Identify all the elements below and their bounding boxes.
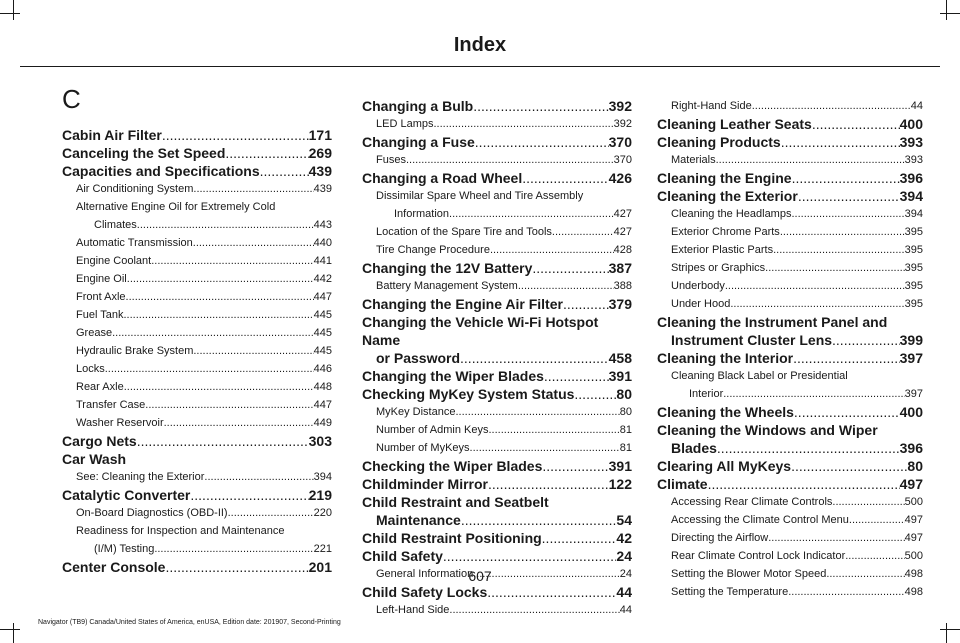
index-subentry-wrap: Alternative Engine Oil for Extremely Cold (76, 201, 276, 213)
index-subentry[interactable]: Fuses ..... 370 (362, 151, 632, 169)
index-subentry[interactable]: Front Axle ..... 447 (62, 288, 332, 306)
index-subentry[interactable]: Tire Change Procedure ..... 428 (362, 241, 632, 259)
index-entry-heading: Cleaning the Instrument Panel and (657, 314, 888, 330)
index-entry[interactable]: Child Restraint Positioning ..... 42 (362, 529, 632, 547)
index-column-1 (62, 126, 332, 576)
index-subentry[interactable]: Stripes or Graphics ..... 395 (657, 259, 923, 277)
index-entry[interactable]: Center Console ..... 201 (62, 558, 332, 576)
index-subentry[interactable]: Engine Coolant ..... 441 (62, 252, 332, 270)
index-subentry[interactable]: LED Lamps ..... 392 (362, 115, 632, 133)
index-subentry[interactable]: Number of Admin Keys ..... 81 (362, 421, 632, 439)
index-entry[interactable]: Clearing All MyKeys ..... 80 (657, 457, 923, 475)
index-subentry[interactable]: Grease ..... 445 (62, 324, 332, 342)
index-subentry[interactable]: Underbody ..... 395 (657, 277, 923, 295)
index-entry[interactable]: Cleaning the Interior ..... 397 (657, 349, 923, 367)
index-entry[interactable]: Child Safety Locks ..... 44 (362, 583, 632, 601)
index-subentry[interactable]: Under Hood ..... 395 (657, 295, 923, 313)
index-entry-heading: Child Restraint and Seatbelt (362, 494, 549, 510)
index-entry-heading: Changing the Vehicle Wi-Fi Hotspot Name (362, 314, 599, 348)
index-subentry[interactable]: Locks ..... 446 (62, 360, 332, 378)
index-subentry[interactable]: Accessing the Climate Control Menu ..... 497 (657, 511, 923, 529)
index-subentry[interactable]: General Information ..... 24 (362, 565, 632, 583)
index-subentry[interactable]: MyKey Distance ..... 80 (362, 403, 632, 421)
index-entry[interactable]: Cleaning the Exterior ..... 394 (657, 187, 923, 205)
index-entry[interactable]: Cargo Nets ..... 303 (62, 432, 332, 450)
index-entry[interactable]: Checking MyKey System Status ..... 80 (362, 385, 632, 403)
index-entry[interactable]: Catalytic Converter ..... 219 (62, 486, 332, 504)
index-entry[interactable]: Checking the Wiper Blades ..... 391 (362, 457, 632, 475)
index-subentry[interactable]: Right-Hand Side ..... 44 (657, 97, 923, 115)
index-entry[interactable]: Canceling the Set Speed ..... 269 (62, 144, 332, 162)
index-subentry[interactable]: Climates ..... 443 (62, 216, 332, 234)
index-subentry[interactable]: Exterior Plastic Parts ..... 395 (657, 241, 923, 259)
index-entry[interactable]: or Password ..... 458 (362, 349, 632, 367)
index-subentry[interactable]: Engine Oil ..... 442 (62, 270, 332, 288)
crop-mark (0, 13, 20, 14)
index-subentry[interactable]: Air Conditioning System ..... 439 (62, 180, 332, 198)
index-subentry[interactable]: Rear Axle ..... 448 (62, 378, 332, 396)
index-subentry[interactable]: Fuel Tank ..... 445 (62, 306, 332, 324)
index-entry[interactable]: Climate ..... 497 (657, 475, 923, 493)
crop-mark (946, 0, 947, 20)
index-entry[interactable]: Capacities and Specifications ..... 439 (62, 162, 332, 180)
index-subentry[interactable]: Directing the Airflow ..... 497 (657, 529, 923, 547)
page-number: 607 (468, 568, 492, 584)
index-subentry[interactable]: Information ..... 427 (362, 205, 632, 223)
index-entry[interactable]: Cleaning the Wheels ..... 400 (657, 403, 923, 421)
index-column-3 (657, 97, 923, 601)
index-subentry-wrap: Cleaning Black Label or Presidential (671, 370, 848, 382)
crop-mark (946, 623, 947, 643)
section-letter: C (62, 84, 81, 114)
index-column-2 (362, 97, 632, 619)
index-subentry[interactable]: Hydraulic Brake System ..... 445 (62, 342, 332, 360)
index-subentry[interactable]: Exterior Chrome Parts ..... 395 (657, 223, 923, 241)
index-subentry[interactable]: Battery Management System ..... 388 (362, 277, 632, 295)
index-subentry[interactable]: On-Board Diagnostics (OBD-II) ..... 220 (62, 504, 332, 522)
index-entry[interactable]: Cleaning Products ..... 393 (657, 133, 923, 151)
index-entry[interactable]: Blades ..... 396 (657, 439, 923, 457)
index-subentry[interactable]: See: Cleaning the Exterior ..... 394 (62, 468, 332, 486)
index-entry[interactable]: Changing the Wiper Blades ..... 391 (362, 367, 632, 385)
index-subentry[interactable]: Cleaning the Headlamps ..... 394 (657, 205, 923, 223)
index-entry[interactable]: Child Safety ..... 24 (362, 547, 632, 565)
index-subentry-wrap: Readiness for Inspection and Maintenance (76, 525, 285, 537)
index-subentry[interactable]: Materials ..... 393 (657, 151, 923, 169)
index-subentry[interactable]: Rear Climate Control Lock Indicator ..... 500 (657, 547, 923, 565)
index-subentry[interactable]: Transfer Case ..... 447 (62, 396, 332, 414)
index-entry-heading: Cleaning the Windows and Wiper (657, 422, 878, 438)
crop-mark (0, 629, 20, 630)
footer-edition-text: Navigator (TB9) Canada/United States of America, enUSA, Edition date: 201907, Second-Printing (38, 619, 341, 626)
index-entry[interactable]: Changing the Engine Air Filter ..... 379 (362, 295, 632, 313)
index-subentry[interactable]: Accessing Rear Climate Controls ..... 500 (657, 493, 923, 511)
index-subentry[interactable]: Location of the Spare Tire and Tools ..... 427 (362, 223, 632, 241)
index-entry[interactable]: Changing a Fuse ..... 370 (362, 133, 632, 151)
crop-mark (13, 0, 14, 20)
index-entry[interactable]: Changing the 12V Battery ..... 387 (362, 259, 632, 277)
crop-mark (940, 629, 960, 630)
crop-mark (940, 13, 960, 14)
index-subentry[interactable]: Left-Hand Side ..... 44 (362, 601, 632, 619)
index-subentry[interactable]: Automatic Transmission ..... 440 (62, 234, 332, 252)
index-subentry[interactable]: Number of MyKeys ..... 81 (362, 439, 632, 457)
index-entry[interactable]: Cleaning the Engine ..... 396 (657, 169, 923, 187)
crop-mark (13, 623, 14, 643)
header-rule (20, 66, 940, 67)
index-entry[interactable]: Childminder Mirror ..... 122 (362, 475, 632, 493)
index-subentry[interactable]: Setting the Temperature ..... 498 (657, 583, 923, 601)
index-entry[interactable]: Cabin Air Filter ..... 171 (62, 126, 332, 144)
page-title: Index (453, 34, 507, 56)
index-entry[interactable]: Cleaning Leather Seats ..... 400 (657, 115, 923, 133)
index-entry[interactable]: Maintenance ..... 54 (362, 511, 632, 529)
index-subentry[interactable]: Setting the Blower Motor Speed ..... 498 (657, 565, 923, 583)
index-entry[interactable]: Changing a Road Wheel ..... 426 (362, 169, 632, 187)
index-subentry[interactable]: Interior ..... 397 (657, 385, 923, 403)
index-subentry[interactable]: (I/M) Testing ..... 221 (62, 540, 332, 558)
index-entry[interactable]: Changing a Bulb ..... 392 (362, 97, 632, 115)
index-subentry-wrap: Dissimilar Spare Wheel and Tire Assembly (376, 190, 584, 202)
index-entry[interactable]: Instrument Cluster Lens ..... 399 (657, 331, 923, 349)
index-subentry[interactable]: Washer Reservoir ..... 449 (62, 414, 332, 432)
index-entry-heading: Car Wash (62, 451, 127, 467)
